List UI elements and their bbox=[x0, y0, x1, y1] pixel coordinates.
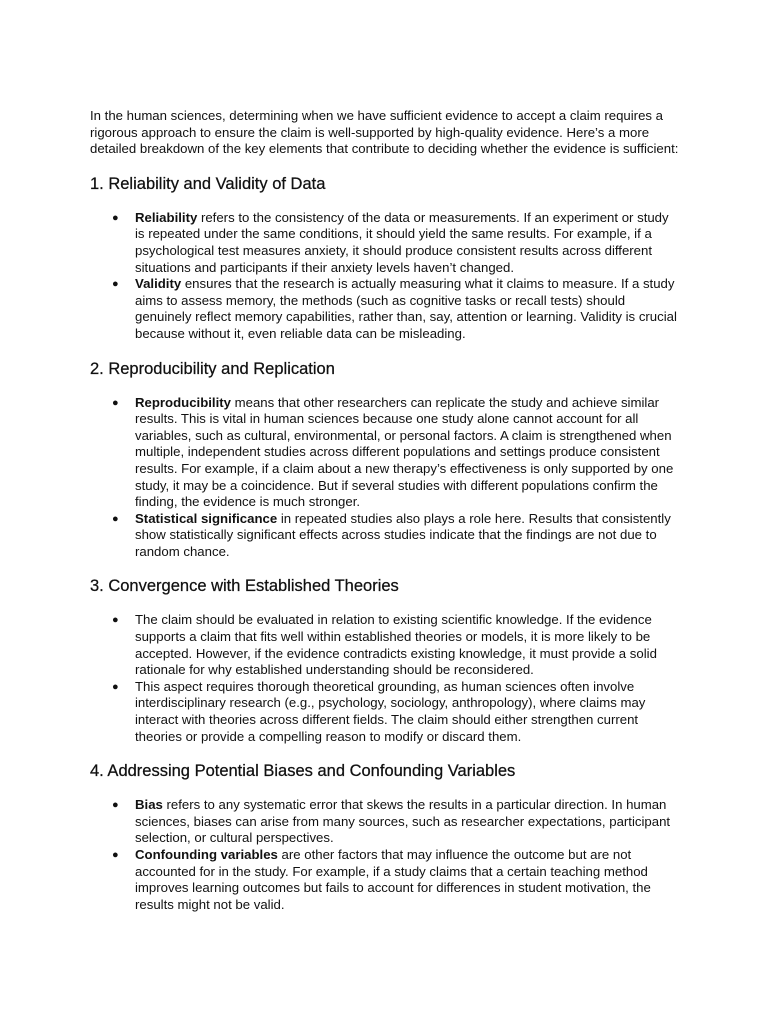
section-reproducibility-replication bbox=[90, 359, 678, 561]
list-item bbox=[90, 679, 680, 745]
bullet-icon: ● bbox=[112, 680, 119, 693]
bullet-term: Reproducibility bbox=[135, 394, 231, 410]
bullet-list bbox=[90, 797, 678, 913]
bullet-icon: ● bbox=[112, 211, 119, 224]
bullet-text: are other factors that may influence the outcome but are not accounted for in the study. For example, if a study claims that a certain teaching method improves learning outcomes but fails to account for differences in student motivation, the results might not be valid. bbox=[135, 847, 651, 912]
bullet-term: Confounding variables bbox=[135, 847, 278, 862]
bullet-text: This aspect requires thorough theoretical grounding, as human sciences often involve interdisciplinary research (e.g., psychology, sociology, anthropology), where claims may interact with theories across different fields. The claim should either strengthen current theories or provide a compelling reason to modify or discard them. bbox=[135, 678, 646, 744]
bullet-text: in repeated studies also plays a role here. Results that consistently show statistically significant effects across studies indicate that the findings are not due to random chance. bbox=[135, 510, 671, 559]
section-reliability-validity bbox=[90, 174, 678, 343]
bullet-icon: ● bbox=[112, 512, 119, 525]
section-heading: 3. Convergence with Established Theories bbox=[90, 577, 399, 596]
bullet-text: refers to any systematic error that skews the results in a particular direction. In human sciences, biases can arise from many sources, such as researcher expectations, participant selection, or cultural perspectives. bbox=[135, 797, 671, 846]
bullet-term: Bias bbox=[135, 797, 163, 813]
bullet-icon: ● bbox=[112, 849, 119, 861]
intro-paragraph: In the human sciences, determining when we have sufficient evidence to accept a claim requires a rigorous approach to ensure the claim is well-supported by high-quality evidence. Here’s a more detailed breakdown of the key elements that contribute to deciding whether the evidence is sufficient: bbox=[90, 108, 679, 157]
bullet-icon: ● bbox=[112, 396, 119, 409]
list-item bbox=[90, 395, 680, 511]
section-convergence-theories bbox=[90, 576, 678, 745]
list-item bbox=[90, 210, 680, 276]
section-heading: 2. Reproducibility and Replication bbox=[90, 359, 335, 378]
bullet-icon: ● bbox=[112, 614, 119, 627]
bullet-term: Reliability bbox=[135, 209, 198, 225]
bullet-icon: ● bbox=[112, 278, 119, 291]
list-item bbox=[90, 276, 680, 342]
bullet-icon: ● bbox=[112, 799, 119, 812]
bullet-list bbox=[90, 612, 678, 745]
section-biases-confounding bbox=[90, 761, 678, 913]
bullet-text: ensures that the research is actually measuring what it claims to measure. If a study aims to assess memory, the methods (such as cognitive tasks or recall tests) should genuinely reflect memory capabilities, rather than, say, attention or learning. Validity is crucial because without it, even reliable data can be misleading. bbox=[135, 276, 677, 341]
bullet-list bbox=[90, 395, 678, 561]
list-item bbox=[90, 511, 680, 561]
bullet-text: refers to the consistency of the data or measurements. If an experiment or study is repeated under the same conditions, it should yield the same results. For example, if a psychological test measures anxiety, it should produce consistent results across different situations and participants if their anxiety levels haven’t changed. bbox=[135, 209, 669, 275]
list-item bbox=[90, 797, 680, 847]
bullet-term: Statistical significance bbox=[135, 510, 278, 526]
bullet-list bbox=[90, 210, 678, 343]
list-item bbox=[90, 847, 680, 913]
list-item bbox=[90, 612, 680, 678]
bullet-text: means that other researchers can replicate the study and achieve similar results. This is vital in human sciences because one study alone cannot account for all variables, such as cultural, environmental, or personal factors. A claim is strengthened when multiple, independent studies across different populations and settings produce consistent results. For example, if a claim about a new therapy’s effectiveness is only supported by one study, it may be a coincidence. But if several studies with different populations confirm the finding, the evidence is much stronger. bbox=[135, 394, 674, 510]
section-heading: 4. Addressing Potential Biases and Confounding Variables bbox=[90, 762, 516, 781]
bullet-term: Validity bbox=[135, 276, 182, 292]
section-heading: 1. Reliability and Validity of Data bbox=[90, 174, 326, 193]
bullet-text: The claim should be evaluated in relation to existing scientific knowledge. If the evidence supports a claim that fits well within established theories or models, it is more likely to be accepted. However, if the evidence contradicts existing knowledge, it must provide a solid rationale for why established understanding should be reconsidered. bbox=[135, 612, 657, 678]
